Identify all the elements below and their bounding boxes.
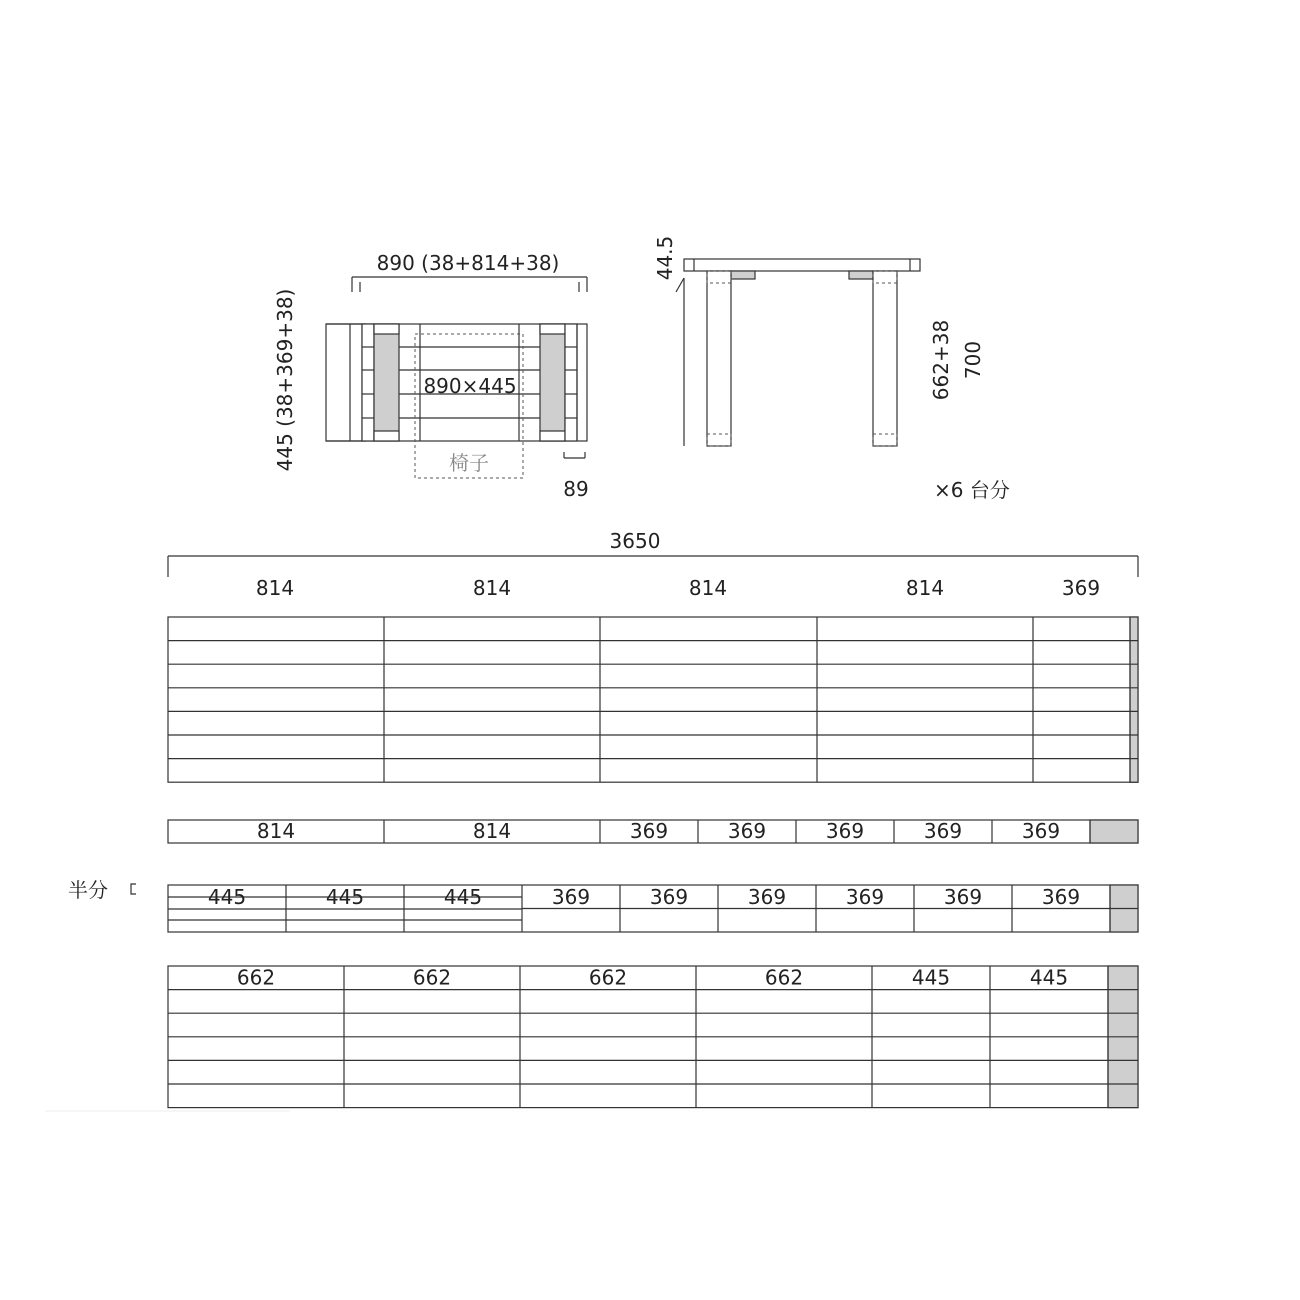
quantity-label: ×6 台分 <box>934 478 1010 502</box>
right-support-cap-top <box>540 324 565 334</box>
piece-length-label: 445 <box>325 885 365 909</box>
piece-length-label: 445 <box>207 885 247 909</box>
board-length-dimension <box>168 529 1138 577</box>
side-view <box>653 236 1010 502</box>
piece-length-label: 369 <box>649 885 689 909</box>
piece-length-label: 369 <box>923 819 963 843</box>
piece-length-label: 369 <box>727 819 767 843</box>
plan-1-grid <box>168 617 1138 782</box>
side-block-left <box>731 271 755 279</box>
piece-length-label: 369 <box>1021 819 1061 843</box>
cut-plan-4 <box>168 966 1138 1108</box>
chair-label: 椅子 <box>449 451 489 475</box>
top-thickness-label: 44.5 <box>653 235 677 281</box>
piece-length-label: 814 <box>472 819 512 843</box>
plan-2-grid <box>168 819 1138 843</box>
left-support <box>374 324 399 441</box>
side-leg-left <box>707 271 731 446</box>
piece-length-label: 369 <box>629 819 669 843</box>
piece-length-label: 445 <box>443 885 483 909</box>
width-label: 890 (38+814+38) <box>376 251 560 275</box>
plan-1-header: 814 <box>255 576 295 600</box>
left-support-cap-top <box>374 324 399 334</box>
side-block-right <box>849 271 873 279</box>
piece-length-label: 662 <box>236 965 276 990</box>
half-label: 半分 <box>68 878 108 902</box>
piece-length-label: 369 <box>825 819 865 843</box>
piece-length-label: 445 <box>1029 965 1069 990</box>
board-stock <box>168 617 1138 782</box>
plan-1-header: 369 <box>1061 576 1101 600</box>
left-support-cap-bottom <box>374 431 399 441</box>
plan-4-grid <box>168 966 1138 1108</box>
piece-length-label: 445 <box>911 965 951 990</box>
right-support-cap-bottom <box>540 431 565 441</box>
piece-length-label: 662 <box>412 965 452 990</box>
piece-length-label: 369 <box>747 885 787 909</box>
depth-label: 445 (38+369+38) <box>273 288 297 472</box>
side-top-board <box>684 259 920 271</box>
piece-length-label: 662 <box>588 965 628 990</box>
waste-area <box>1130 617 1138 782</box>
board-length-label: 3650 <box>609 529 661 553</box>
board-width-label: 89 <box>563 477 589 501</box>
right-slat-strip <box>565 324 577 441</box>
piece-length-label: 369 <box>551 885 591 909</box>
right-support <box>540 324 565 441</box>
plan-1-header: 814 <box>688 576 728 600</box>
top-view <box>273 251 589 501</box>
piece-length-label: 369 <box>943 885 983 909</box>
piece-length-label: 662 <box>764 965 804 990</box>
piece-length-label: 369 <box>1041 885 1081 909</box>
cut-plan-1 <box>168 576 1138 782</box>
thickness-leader <box>676 278 684 292</box>
piece-length-label: 814 <box>256 819 296 843</box>
waste-area <box>1090 820 1138 843</box>
side-leg-right <box>873 271 897 446</box>
plan-1-header: 814 <box>905 576 945 600</box>
height-label: 700 <box>961 340 985 380</box>
half-bracket <box>131 884 136 894</box>
leg-label: 662+38 <box>929 319 953 401</box>
cut-plan-3 <box>68 878 1138 932</box>
plan-1-header: 814 <box>472 576 512 600</box>
seat-size-label: 890×445 <box>423 374 517 398</box>
cut-plan-2 <box>168 819 1138 843</box>
piece-length-label: 369 <box>845 885 885 909</box>
left-slat-strip <box>362 324 374 441</box>
plan-3-grid <box>168 885 1138 932</box>
